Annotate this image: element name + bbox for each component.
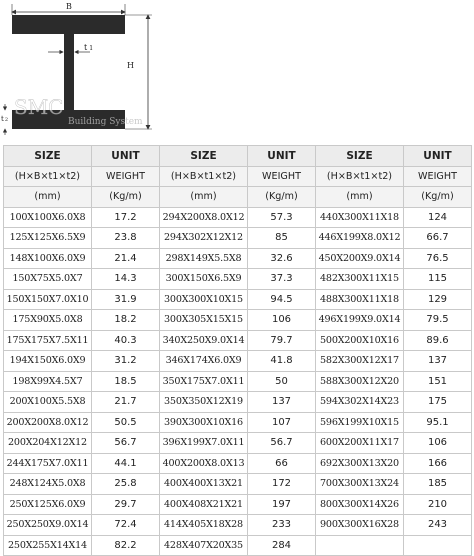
weight-cell: 137 — [404, 351, 472, 372]
subheader-cell: (H×B×t1×t2) — [316, 166, 404, 187]
weight-cell: 197 — [248, 494, 316, 515]
size-cell: 125X125X6.5X9 — [4, 228, 92, 249]
subheader-cell: (H×B×t1×t2) — [4, 166, 92, 187]
subheader-cell: WEIGHT — [248, 166, 316, 187]
units-cell: (Kg/m) — [404, 187, 472, 208]
size-cell: 300X300X10X15 — [160, 289, 248, 310]
weight-cell: 37.3 — [248, 269, 316, 290]
weight-cell: 56.7 — [92, 433, 160, 454]
table-row — [4, 474, 472, 495]
weight-cell: 41.8 — [248, 351, 316, 372]
size-cell: 414X405X18X28 — [160, 515, 248, 536]
size-cell: 800X300X14X26 — [316, 494, 404, 515]
table-row — [4, 412, 472, 433]
size-cell: 350X175X7.0X11 — [160, 371, 248, 392]
size-cell: 250X255X14X14 — [4, 535, 92, 556]
weight-cell: 17.2 — [92, 207, 160, 228]
size-cell: 194X150X6.0X9 — [4, 351, 92, 372]
weight-cell: 151 — [404, 371, 472, 392]
subheader-row — [4, 166, 472, 187]
size-cell: 244X175X7.0X11 — [4, 453, 92, 474]
size-cell: 150X75X5.0X7 — [4, 269, 92, 290]
weight-cell: 21.7 — [92, 392, 160, 413]
size-cell: 428X407X20X35 — [160, 535, 248, 556]
weight-cell: 18.5 — [92, 371, 160, 392]
size-cell: 300X305X15X15 — [160, 310, 248, 331]
size-cell: 446X199X8.0X12 — [316, 228, 404, 249]
size-cell: 900X300X16X28 — [316, 515, 404, 536]
weight-cell: 32.6 — [248, 248, 316, 269]
weight-cell: 57.3 — [248, 207, 316, 228]
weight-cell: 40.3 — [92, 330, 160, 351]
top-flange — [12, 15, 125, 34]
weight-cell: 82.2 — [92, 535, 160, 556]
size-cell: 250X125X6.0X9 — [4, 494, 92, 515]
weight-cell: 44.1 — [92, 453, 160, 474]
weight-cell: 50 — [248, 371, 316, 392]
subheader-cell: (H×B×t1×t2) — [160, 166, 248, 187]
table-row — [4, 351, 472, 372]
h-beam-diagram — [0, 0, 474, 140]
weight-cell: 107 — [248, 412, 316, 433]
weight-cell: 284 — [248, 535, 316, 556]
size-cell: 400X400X13X21 — [160, 474, 248, 495]
weight-cell: 31.9 — [92, 289, 160, 310]
weight-cell: 29.7 — [92, 494, 160, 515]
size-cell: 450X200X9.0X14 — [316, 248, 404, 269]
weight-cell: 233 — [248, 515, 316, 536]
subheader-cell: WEIGHT — [404, 166, 472, 187]
weight-cell: 94.5 — [248, 289, 316, 310]
weight-cell — [404, 535, 472, 556]
size-cell: 200X100X5.5X8 — [4, 392, 92, 413]
table-row — [4, 207, 472, 228]
table-row — [4, 515, 472, 536]
size-cell: 350X350X12X19 — [160, 392, 248, 413]
size-cell: 294X200X8.0X12 — [160, 207, 248, 228]
weight-cell: 18.2 — [92, 310, 160, 331]
web — [64, 34, 74, 110]
size-cell: 600X200X11X17 — [316, 433, 404, 454]
units-cell: (mm) — [160, 187, 248, 208]
size-cell — [316, 535, 404, 556]
units-row — [4, 187, 472, 208]
size-cell: 692X300X13X20 — [316, 453, 404, 474]
weight-cell: 72.4 — [92, 515, 160, 536]
weight-cell: 166 — [404, 453, 472, 474]
weight-cell: 85 — [248, 228, 316, 249]
table-row — [4, 392, 472, 413]
size-cell: 248X124X5.0X8 — [4, 474, 92, 495]
header-row — [4, 146, 472, 167]
weight-cell: 66 — [248, 453, 316, 474]
size-cell: 298X149X5.5X8 — [160, 248, 248, 269]
size-cell: 294X302X12X12 — [160, 228, 248, 249]
watermark-logo: SMC — [14, 95, 64, 119]
header-unit: UNIT — [92, 146, 160, 167]
table-row — [4, 371, 472, 392]
size-cell: 198X99X4.5X7 — [4, 371, 92, 392]
size-cell: 582X300X12X17 — [316, 351, 404, 372]
size-cell: 700X300X13X24 — [316, 474, 404, 495]
table-row — [4, 330, 472, 351]
weight-cell: 76.5 — [404, 248, 472, 269]
watermark-text: Building System — [68, 117, 143, 127]
size-cell: 100X100X6.0X8 — [4, 207, 92, 228]
table-row — [4, 289, 472, 310]
size-cell: 440X300X11X18 — [316, 207, 404, 228]
table-row — [4, 535, 472, 556]
size-cell: 596X199X10X15 — [316, 412, 404, 433]
size-cell: 250X250X9.0X14 — [4, 515, 92, 536]
header-size: SIZE — [160, 146, 248, 167]
size-cell: 175X90X5.0X8 — [4, 310, 92, 331]
size-cell: 346X174X6.0X9 — [160, 351, 248, 372]
weight-cell: 210 — [404, 494, 472, 515]
size-cell: 588X300X12X20 — [316, 371, 404, 392]
weight-cell: 31.2 — [92, 351, 160, 372]
height-label: H — [127, 61, 134, 70]
size-cell: 400X408X21X21 — [160, 494, 248, 515]
weight-cell: 89.6 — [404, 330, 472, 351]
weight-cell: 175 — [404, 392, 472, 413]
weight-cell: 23.8 — [92, 228, 160, 249]
weight-cell: 14.3 — [92, 269, 160, 290]
header-unit: UNIT — [248, 146, 316, 167]
weight-cell: 50.5 — [92, 412, 160, 433]
table-row — [4, 453, 472, 474]
size-cell: 496X199X9.0X14 — [316, 310, 404, 331]
size-cell: 396X199X7.0X11 — [160, 433, 248, 454]
flange-thickness-label: t2 — [1, 115, 9, 123]
web-thickness-label: t 1 — [84, 43, 94, 52]
size-cell: 482X300X11X15 — [316, 269, 404, 290]
h-beam-weight-table — [3, 145, 472, 556]
weight-cell: 106 — [404, 433, 472, 454]
weight-cell: 25.8 — [92, 474, 160, 495]
weight-cell: 185 — [404, 474, 472, 495]
size-cell: 400X200X8.0X13 — [160, 453, 248, 474]
table-row — [4, 433, 472, 454]
size-cell: 300X150X6.5X9 — [160, 269, 248, 290]
units-cell: (Kg/m) — [248, 187, 316, 208]
weight-cell: 115 — [404, 269, 472, 290]
units-cell: (mm) — [4, 187, 92, 208]
header-unit: UNIT — [404, 146, 472, 167]
weight-cell: 79.5 — [404, 310, 472, 331]
weight-cell: 95.1 — [404, 412, 472, 433]
weight-cell: 66.7 — [404, 228, 472, 249]
weight-cell: 243 — [404, 515, 472, 536]
weight-cell: 56.7 — [248, 433, 316, 454]
table-row — [4, 248, 472, 269]
size-cell: 150X150X7.0X10 — [4, 289, 92, 310]
size-cell: 200X200X8.0X12 — [4, 412, 92, 433]
size-cell: 488X300X11X18 — [316, 289, 404, 310]
header-size: SIZE — [4, 146, 92, 167]
weight-cell: 106 — [248, 310, 316, 331]
size-cell: 594X302X14X23 — [316, 392, 404, 413]
size-cell: 175X175X7.5X11 — [4, 330, 92, 351]
size-cell: 500X200X10X16 — [316, 330, 404, 351]
size-cell: 148X100X6.0X9 — [4, 248, 92, 269]
table-row — [4, 494, 472, 515]
subheader-cell: WEIGHT — [92, 166, 160, 187]
table-body — [4, 207, 472, 556]
size-cell: 390X300X10X16 — [160, 412, 248, 433]
table-row — [4, 228, 472, 249]
weight-cell: 137 — [248, 392, 316, 413]
weight-cell: 129 — [404, 289, 472, 310]
header-size: SIZE — [316, 146, 404, 167]
table-row — [4, 310, 472, 331]
units-cell: (mm) — [316, 187, 404, 208]
size-cell: 200X204X12X12 — [4, 433, 92, 454]
weight-cell: 172 — [248, 474, 316, 495]
width-label: B — [66, 2, 72, 11]
size-cell: 340X250X9.0X14 — [160, 330, 248, 351]
units-cell: (Kg/m) — [92, 187, 160, 208]
weight-cell: 21.4 — [92, 248, 160, 269]
weight-cell: 79.7 — [248, 330, 316, 351]
table-row — [4, 269, 472, 290]
weight-cell: 124 — [404, 207, 472, 228]
